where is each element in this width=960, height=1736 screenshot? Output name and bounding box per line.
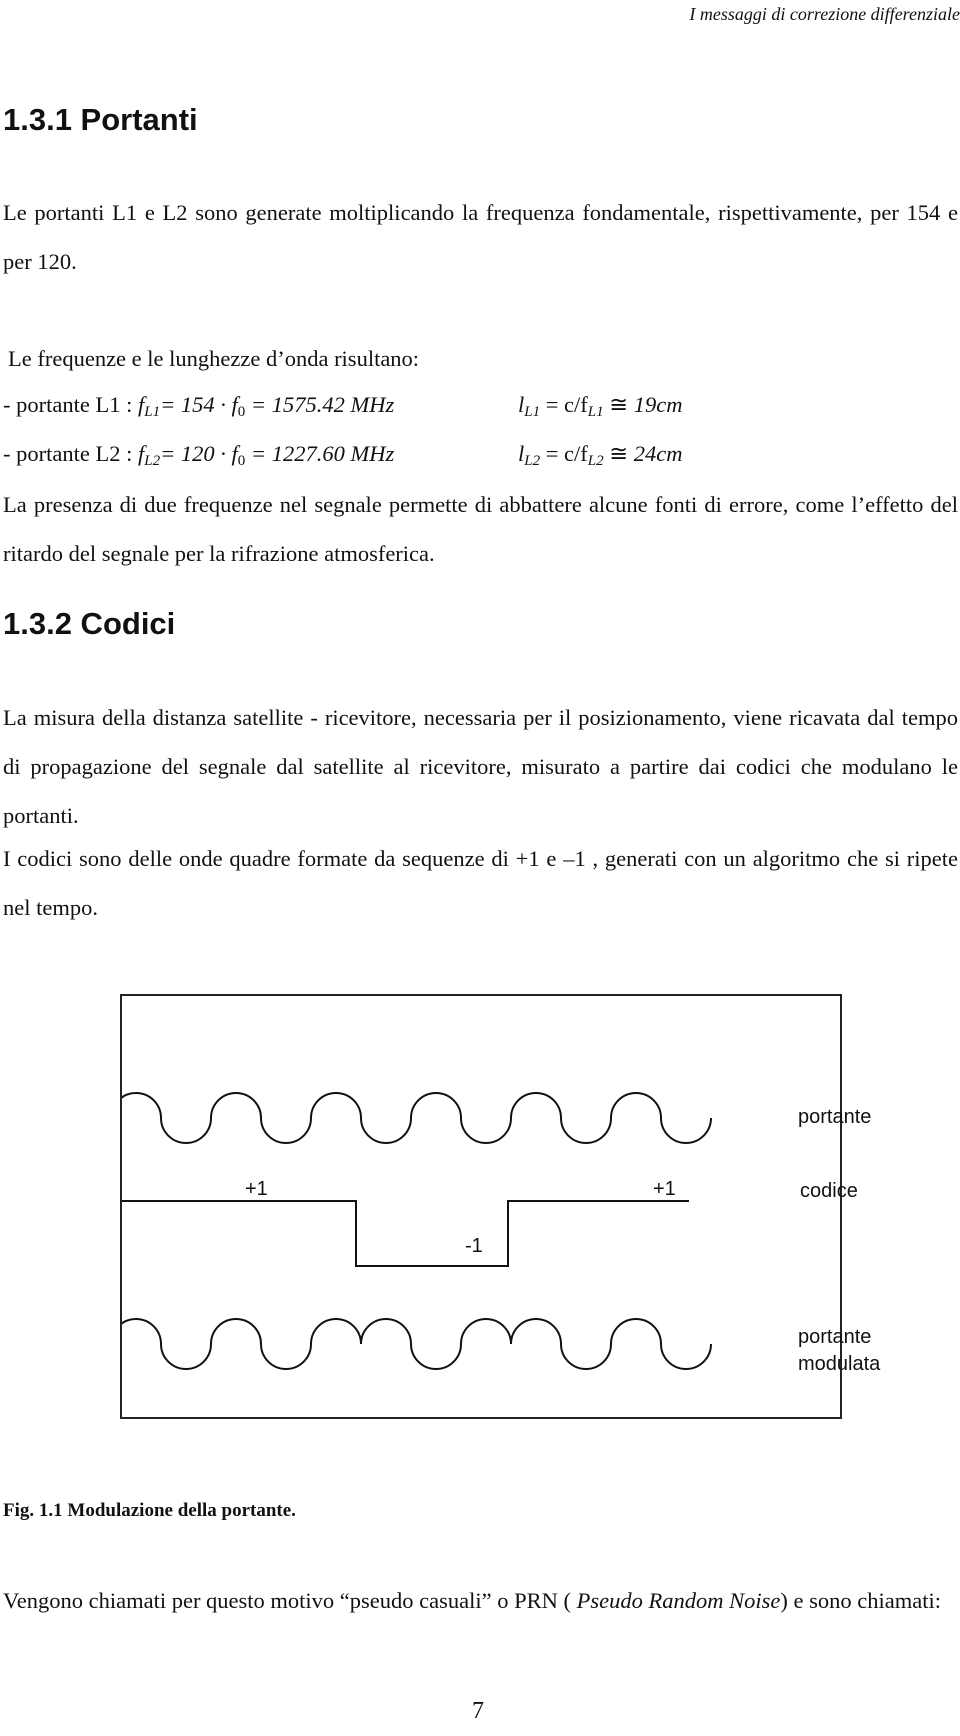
figure-caption: Fig. 1.1 Modulazione della portante. <box>3 1500 296 1521</box>
label-portante: portante <box>798 1106 872 1128</box>
label-portante-modulata-line2: modulata <box>798 1353 881 1375</box>
frequencies-lead: Le frequenze e le lunghezze d’onda risultano: <box>8 346 420 371</box>
portanti-intro: Le portanti L1 e L2 sono generate moltiplicando la frequenza fondamentale, rispettivamente, per 154 e per 120. <box>3 200 958 274</box>
label-minus-one: -1 <box>465 1235 483 1257</box>
codici-paragraph-2: I codici sono delle onde quadre formate da sequenze di +1 e –1 , generati con un algoritmo che si ripete nel tempo. <box>3 846 958 920</box>
section-heading-codici: 1.3.2 Codici <box>3 606 176 641</box>
modulated-carrier-wave <box>122 1319 711 1369</box>
carrier-l1-wavelength: $l_{L1} = c/f_{L1}$ ≅ 19cm <box>518 392 683 420</box>
figure-modulation <box>120 994 842 1419</box>
carrier-l2-frequency: - portante L2 : $f_{L2}= 120 \cdot f_0 = 1227.60$ MHz <box>3 441 395 469</box>
closing-paragraph: Vengono chiamati per questo motivo “pseudo casuali” o PRN ( Pseudo Random Noise) e sono chiamati: <box>3 1588 941 1613</box>
section-heading-portanti: 1.3.1 Portanti <box>3 102 198 137</box>
label-codice: codice <box>800 1180 858 1202</box>
codici-paragraph-1: La misura della distanza satellite - ricevitore, necessaria per il posizionamento, viene ricavata dal tempo di propagazione del segnale dal satellite al ricevitore, misurato a partire dai codici che modulano le portanti. <box>3 705 958 828</box>
carrier-wave <box>122 1093 711 1143</box>
label-plus-one-left: +1 <box>245 1178 268 1200</box>
carrier-l2-wavelength: $l_{L2} = c/f_{L2}$ ≅ 24cm <box>518 441 683 469</box>
running-header: I messaggi di correzione differenziale <box>689 4 960 24</box>
label-portante-modulata-line1: portante <box>798 1326 872 1348</box>
modulation-diagram <box>122 996 844 1421</box>
label-plus-one-right: +1 <box>653 1178 676 1200</box>
code-square-wave <box>122 1201 689 1266</box>
carrier-l1-frequency: - portante L1 : $f_{L1}= 154 \cdot f_0 = 1575.42$ MHz <box>3 392 395 420</box>
portanti-after: La presenza di due frequenze nel segnale permette di abbattere alcune fonti di errore, come l’effetto del ritardo del segnale per la rifrazione atmosferica. <box>3 492 958 566</box>
page-number: 7 <box>472 1698 484 1724</box>
